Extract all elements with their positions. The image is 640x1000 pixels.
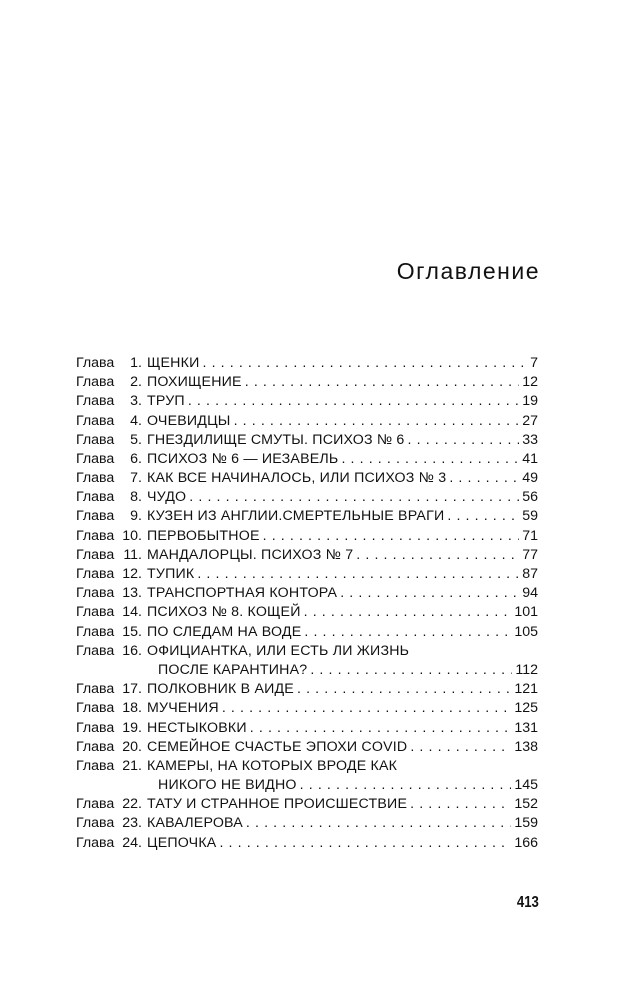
chapter-title: КАК ВСЕ НАЧИНАЛОСЬ, ИЛИ ПСИХОЗ № 3 bbox=[147, 470, 447, 487]
dot-leader bbox=[304, 623, 511, 642]
toc-entry bbox=[76, 431, 538, 450]
chapter-title: ПОЛКОВНИК В АИДЕ bbox=[147, 681, 294, 698]
chapter-page: 138 bbox=[514, 738, 538, 755]
chapter-label bbox=[76, 373, 142, 392]
toc-entry bbox=[76, 527, 538, 546]
chapter-title: ТРАНСПОРТНАЯ КОНТОРА bbox=[147, 585, 338, 602]
chapter-label bbox=[76, 757, 142, 776]
chapter-title-continued: НИКОГО НЕ ВИДНО bbox=[158, 777, 297, 794]
chapter-page: 71 bbox=[522, 527, 538, 544]
chapter-number: 14. bbox=[122, 604, 142, 621]
chapter-word: Глава bbox=[76, 431, 115, 448]
chapter-page: 33 bbox=[522, 431, 538, 448]
chapter-number: 11. bbox=[123, 546, 142, 563]
chapter-label bbox=[76, 642, 142, 661]
chapter-page: 41 bbox=[522, 450, 538, 467]
toc-entry bbox=[76, 392, 538, 411]
dot-leader bbox=[304, 603, 512, 622]
chapter-number: 5. bbox=[130, 431, 142, 448]
dot-leader bbox=[246, 815, 511, 834]
chapter-number: 9. bbox=[130, 508, 142, 525]
chapter-page: 27 bbox=[522, 412, 538, 429]
toc-entry bbox=[76, 450, 538, 469]
chapter-page: 87 bbox=[522, 566, 538, 583]
toc-entry bbox=[76, 546, 538, 565]
chapter-word: Глава bbox=[76, 527, 115, 544]
chapter-number: 8. bbox=[130, 489, 142, 506]
chapter-page: 77 bbox=[522, 546, 538, 563]
dot-leader bbox=[310, 661, 512, 680]
dot-leader bbox=[300, 776, 512, 795]
chapter-word: Глава bbox=[76, 470, 115, 487]
chapter-number: 23. bbox=[122, 815, 142, 832]
chapter-page: 159 bbox=[514, 815, 538, 832]
chapter-label bbox=[76, 584, 142, 603]
chapter-title: ЧУДО bbox=[147, 489, 187, 506]
chapter-page: 145 bbox=[514, 777, 538, 794]
chapter-label bbox=[76, 354, 142, 373]
chapter-number: 6. bbox=[130, 450, 142, 467]
dot-leader bbox=[202, 354, 527, 373]
table-of-contents bbox=[76, 354, 538, 853]
chapter-word: Глава bbox=[76, 566, 115, 583]
toc-entry bbox=[76, 508, 538, 527]
chapter-title: ПЕРВОБЫТНОЕ bbox=[147, 527, 260, 544]
chapter-label bbox=[76, 488, 142, 507]
chapter-label bbox=[76, 603, 142, 622]
chapter-number: 10. bbox=[122, 527, 142, 544]
chapter-label bbox=[76, 699, 142, 718]
dot-leader bbox=[250, 719, 512, 738]
toc-entry bbox=[76, 412, 538, 431]
chapter-page: 12 bbox=[522, 374, 538, 391]
chapter-number: 13. bbox=[122, 585, 142, 602]
dot-leader bbox=[340, 584, 519, 603]
chapter-label bbox=[76, 738, 142, 757]
chapter-page: 56 bbox=[522, 489, 538, 506]
toc-entry bbox=[76, 642, 538, 680]
chapter-word: Глава bbox=[76, 412, 115, 429]
chapter-number: 3. bbox=[130, 393, 142, 410]
toc-entry bbox=[76, 738, 538, 757]
chapter-word: Глава bbox=[76, 374, 115, 391]
chapter-word: Глава bbox=[76, 489, 115, 506]
chapter-title: ОЧЕВИДЦЫ bbox=[147, 412, 231, 429]
toc-entry bbox=[76, 815, 538, 834]
chapter-number: 19. bbox=[122, 719, 142, 736]
toc-entry bbox=[76, 469, 538, 488]
chapter-word: Глава bbox=[76, 450, 115, 467]
chapter-word: Глава bbox=[76, 796, 115, 813]
chapter-label bbox=[76, 834, 142, 853]
chapter-word: Глава bbox=[76, 585, 115, 602]
chapter-page: 101 bbox=[514, 604, 538, 621]
chapter-number: 7. bbox=[130, 470, 142, 487]
chapter-page: 7 bbox=[530, 354, 538, 371]
chapter-number: 20. bbox=[122, 738, 142, 755]
dot-leader bbox=[222, 699, 511, 718]
chapter-title: СЕМЕЙНОЕ СЧАСТЬЕ ЭПОХИ COVID bbox=[147, 738, 408, 755]
chapter-word: Глава bbox=[76, 546, 115, 563]
chapter-title: ГНЕЗДИЛИЩЕ СМУТЫ. ПСИХОЗ № 6 bbox=[147, 431, 405, 448]
chapter-page: 49 bbox=[522, 470, 538, 487]
chapter-word: Глава bbox=[76, 700, 115, 717]
chapter-title-continued: ПОСЛЕ КАРАНТИНА? bbox=[158, 661, 308, 678]
dot-leader bbox=[189, 488, 519, 507]
chapter-page: 152 bbox=[514, 796, 538, 813]
chapter-number: 21. bbox=[122, 757, 142, 774]
toc-entry bbox=[76, 584, 538, 603]
chapter-title: КАВАЛЕРОВА bbox=[147, 815, 243, 832]
toc-entry bbox=[76, 699, 538, 718]
chapter-title: ТРУП bbox=[147, 393, 185, 410]
chapter-title: МУЧЕНИЯ bbox=[147, 700, 219, 717]
chapter-word: Глава bbox=[76, 834, 115, 851]
chapter-label bbox=[76, 507, 142, 526]
chapter-word: Глава bbox=[76, 642, 115, 659]
toc-entry bbox=[76, 565, 538, 584]
chapter-word: Глава bbox=[76, 508, 115, 525]
chapter-number: 15. bbox=[122, 623, 142, 640]
chapter-label bbox=[76, 450, 142, 469]
chapter-word: Глава bbox=[76, 757, 115, 774]
dot-leader bbox=[234, 412, 520, 431]
chapter-title: КАМЕРЫ, НА КОТОРЫХ ВРОДЕ КАК bbox=[147, 757, 398, 774]
chapter-label bbox=[76, 431, 142, 450]
toc-entry bbox=[76, 834, 538, 853]
dot-leader bbox=[410, 738, 511, 757]
chapter-title: ПО СЛЕДАМ НА ВОДЕ bbox=[147, 623, 302, 640]
chapter-page: 105 bbox=[514, 623, 538, 640]
chapter-word: Глава bbox=[76, 719, 115, 736]
chapter-number: 2. bbox=[130, 374, 142, 391]
chapter-label bbox=[76, 814, 142, 833]
chapter-word: Глава bbox=[76, 604, 115, 621]
chapter-title: ЩЕНКИ bbox=[147, 354, 200, 371]
page-number: 413 bbox=[517, 894, 539, 911]
toc-entry bbox=[76, 719, 538, 738]
chapter-title: ОФИЦИАНТКА, ИЛИ ЕСТЬ ЛИ ЖИЗНЬ bbox=[147, 642, 410, 659]
chapter-word: Глава bbox=[76, 623, 115, 640]
dot-leader bbox=[356, 546, 519, 565]
chapter-label bbox=[76, 565, 142, 584]
chapter-page: 112 bbox=[515, 661, 538, 678]
chapter-title: ПСИХОЗ № 8. КОЩЕЙ bbox=[147, 604, 301, 621]
toc-entry bbox=[76, 488, 538, 507]
chapter-page: 59 bbox=[522, 508, 538, 525]
chapter-page: 166 bbox=[514, 834, 538, 851]
toc-entry bbox=[76, 373, 538, 392]
chapter-title: ТУПИК bbox=[147, 566, 195, 583]
chapter-label bbox=[76, 469, 142, 488]
chapter-page: 121 bbox=[514, 681, 538, 698]
dot-leader bbox=[197, 565, 519, 584]
chapter-number: 4. bbox=[130, 412, 142, 429]
dot-leader bbox=[447, 508, 519, 527]
chapter-title: КУЗЕН ИЗ АНГЛИИ.СМЕРТЕЛЬНЫЕ ВРАГИ bbox=[147, 508, 445, 525]
chapter-word: Глава bbox=[76, 354, 115, 371]
chapter-page: 131 bbox=[514, 719, 538, 736]
chapter-number: 22. bbox=[122, 796, 142, 813]
chapter-number: 1. bbox=[130, 354, 142, 371]
dot-leader bbox=[449, 469, 519, 488]
dot-leader bbox=[408, 431, 520, 450]
chapter-number: 17. bbox=[122, 681, 142, 698]
toc-entry bbox=[76, 757, 538, 795]
dot-leader bbox=[188, 392, 519, 411]
chapter-title: ПСИХОЗ № 6 — ИЕЗАВЕЛЬ bbox=[147, 450, 339, 467]
toc-entry bbox=[76, 623, 538, 642]
dot-leader bbox=[341, 450, 519, 469]
toc-entry bbox=[76, 680, 538, 699]
chapter-word: Глава bbox=[76, 738, 115, 755]
chapter-word: Глава bbox=[76, 815, 115, 832]
toc-entry bbox=[76, 795, 538, 814]
toc-entry bbox=[76, 354, 538, 373]
chapter-title: МАНДАЛОРЦЫ. ПСИХОЗ № 7 bbox=[147, 546, 354, 563]
chapter-number: 24. bbox=[122, 834, 142, 851]
dot-leader bbox=[219, 834, 511, 853]
chapter-title: НЕСТЫКОВКИ bbox=[147, 719, 247, 736]
dot-leader bbox=[410, 795, 511, 814]
chapter-label bbox=[76, 546, 142, 565]
chapter-page: 125 bbox=[514, 700, 538, 717]
chapter-number: 12. bbox=[122, 566, 142, 583]
chapter-word: Глава bbox=[76, 681, 115, 698]
toc-entry bbox=[76, 603, 538, 622]
chapter-label bbox=[76, 795, 142, 814]
chapter-word: Глава bbox=[76, 393, 115, 410]
chapter-label bbox=[76, 412, 142, 431]
chapter-label bbox=[76, 527, 142, 546]
chapter-page: 94 bbox=[522, 585, 538, 602]
chapter-label bbox=[76, 680, 142, 699]
toc-heading: Оглавление bbox=[396, 258, 540, 284]
dot-leader bbox=[245, 373, 519, 392]
dot-leader bbox=[263, 527, 520, 546]
chapter-number: 18. bbox=[122, 700, 142, 717]
dot-leader bbox=[297, 680, 511, 699]
chapter-title: ПОХИЩЕНИЕ bbox=[147, 374, 242, 391]
chapter-label bbox=[76, 623, 142, 642]
chapter-label bbox=[76, 392, 142, 411]
chapter-title: ТАТУ И СТРАННОЕ ПРОИСШЕСТВИЕ bbox=[147, 796, 408, 813]
chapter-page: 19 bbox=[522, 393, 538, 410]
chapter-number: 16. bbox=[122, 642, 142, 659]
chapter-label bbox=[76, 719, 142, 738]
chapter-title: ЦЕПОЧКА bbox=[147, 834, 217, 851]
